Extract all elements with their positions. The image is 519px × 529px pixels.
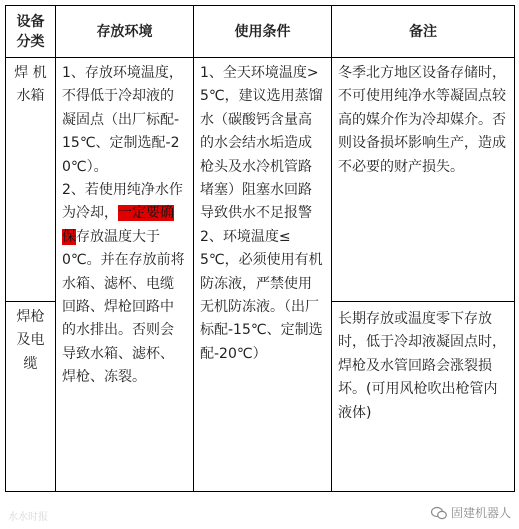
conditions-item-2: 2、环境温度≤5℃，必须使用有机防冻液，严禁使用无机防冻液。（出厂标配-15℃、定制选配-20℃） xyxy=(200,228,323,362)
highlight-text: 一定要确保 xyxy=(62,205,174,245)
row-welder xyxy=(6,58,515,302)
environment-item-2-end: 存放温度大于0℃。并在存放前将水箱、滤杯、电缆回路、焊枪回路中的水排出。否则会导致水箱、滤杯、焊枪、冻裂。 xyxy=(62,228,185,386)
watermark-left: 水水时报 xyxy=(8,512,48,523)
header-category: 设备分类 xyxy=(6,6,56,58)
wechat-icon xyxy=(431,506,447,520)
category-welder: 焊 机 水箱 xyxy=(6,58,56,302)
environment-item-1: 1、存放环境温度，不得低于冷却液的凝固点（出厂标配-15℃、定制选配-20℃）。 xyxy=(62,65,183,175)
header-row xyxy=(6,6,515,58)
notes-torch: 长期存放或温度零下存放时，低于冷却液凝固点时，焊枪及水管回路会涨裂损坏。(可用风枪吹出枪管内液体) xyxy=(332,302,515,492)
environment-item-2-start: 2、若使用纯净水作为冷却， xyxy=(62,182,183,222)
header-environment: 存放环境 xyxy=(56,6,194,58)
category-torch: 焊枪及电缆 xyxy=(6,302,56,492)
equipment-storage-table xyxy=(5,5,515,492)
watermark-right xyxy=(431,504,511,521)
header-notes: 备注 xyxy=(332,6,515,58)
header-conditions: 使用条件 xyxy=(194,6,332,58)
notes-welder: 冬季北方地区设备存储时，不可使用纯净水等凝固点较高的媒介作为冷却媒介。否则设备损坏影响生产，造成不必要的财产损失。 xyxy=(332,58,515,302)
environment-cell xyxy=(56,58,194,492)
watermark-right-text: 固建机器人 xyxy=(450,506,511,520)
conditions-item-1: 1、全天环境温度>5℃，建议选用蒸馏水（碳酸钙含量高的水会结水垢造成枪头及水冷机管路堵塞）阻塞水回路导致供水不足报警 xyxy=(200,65,323,222)
conditions-cell xyxy=(194,58,332,492)
